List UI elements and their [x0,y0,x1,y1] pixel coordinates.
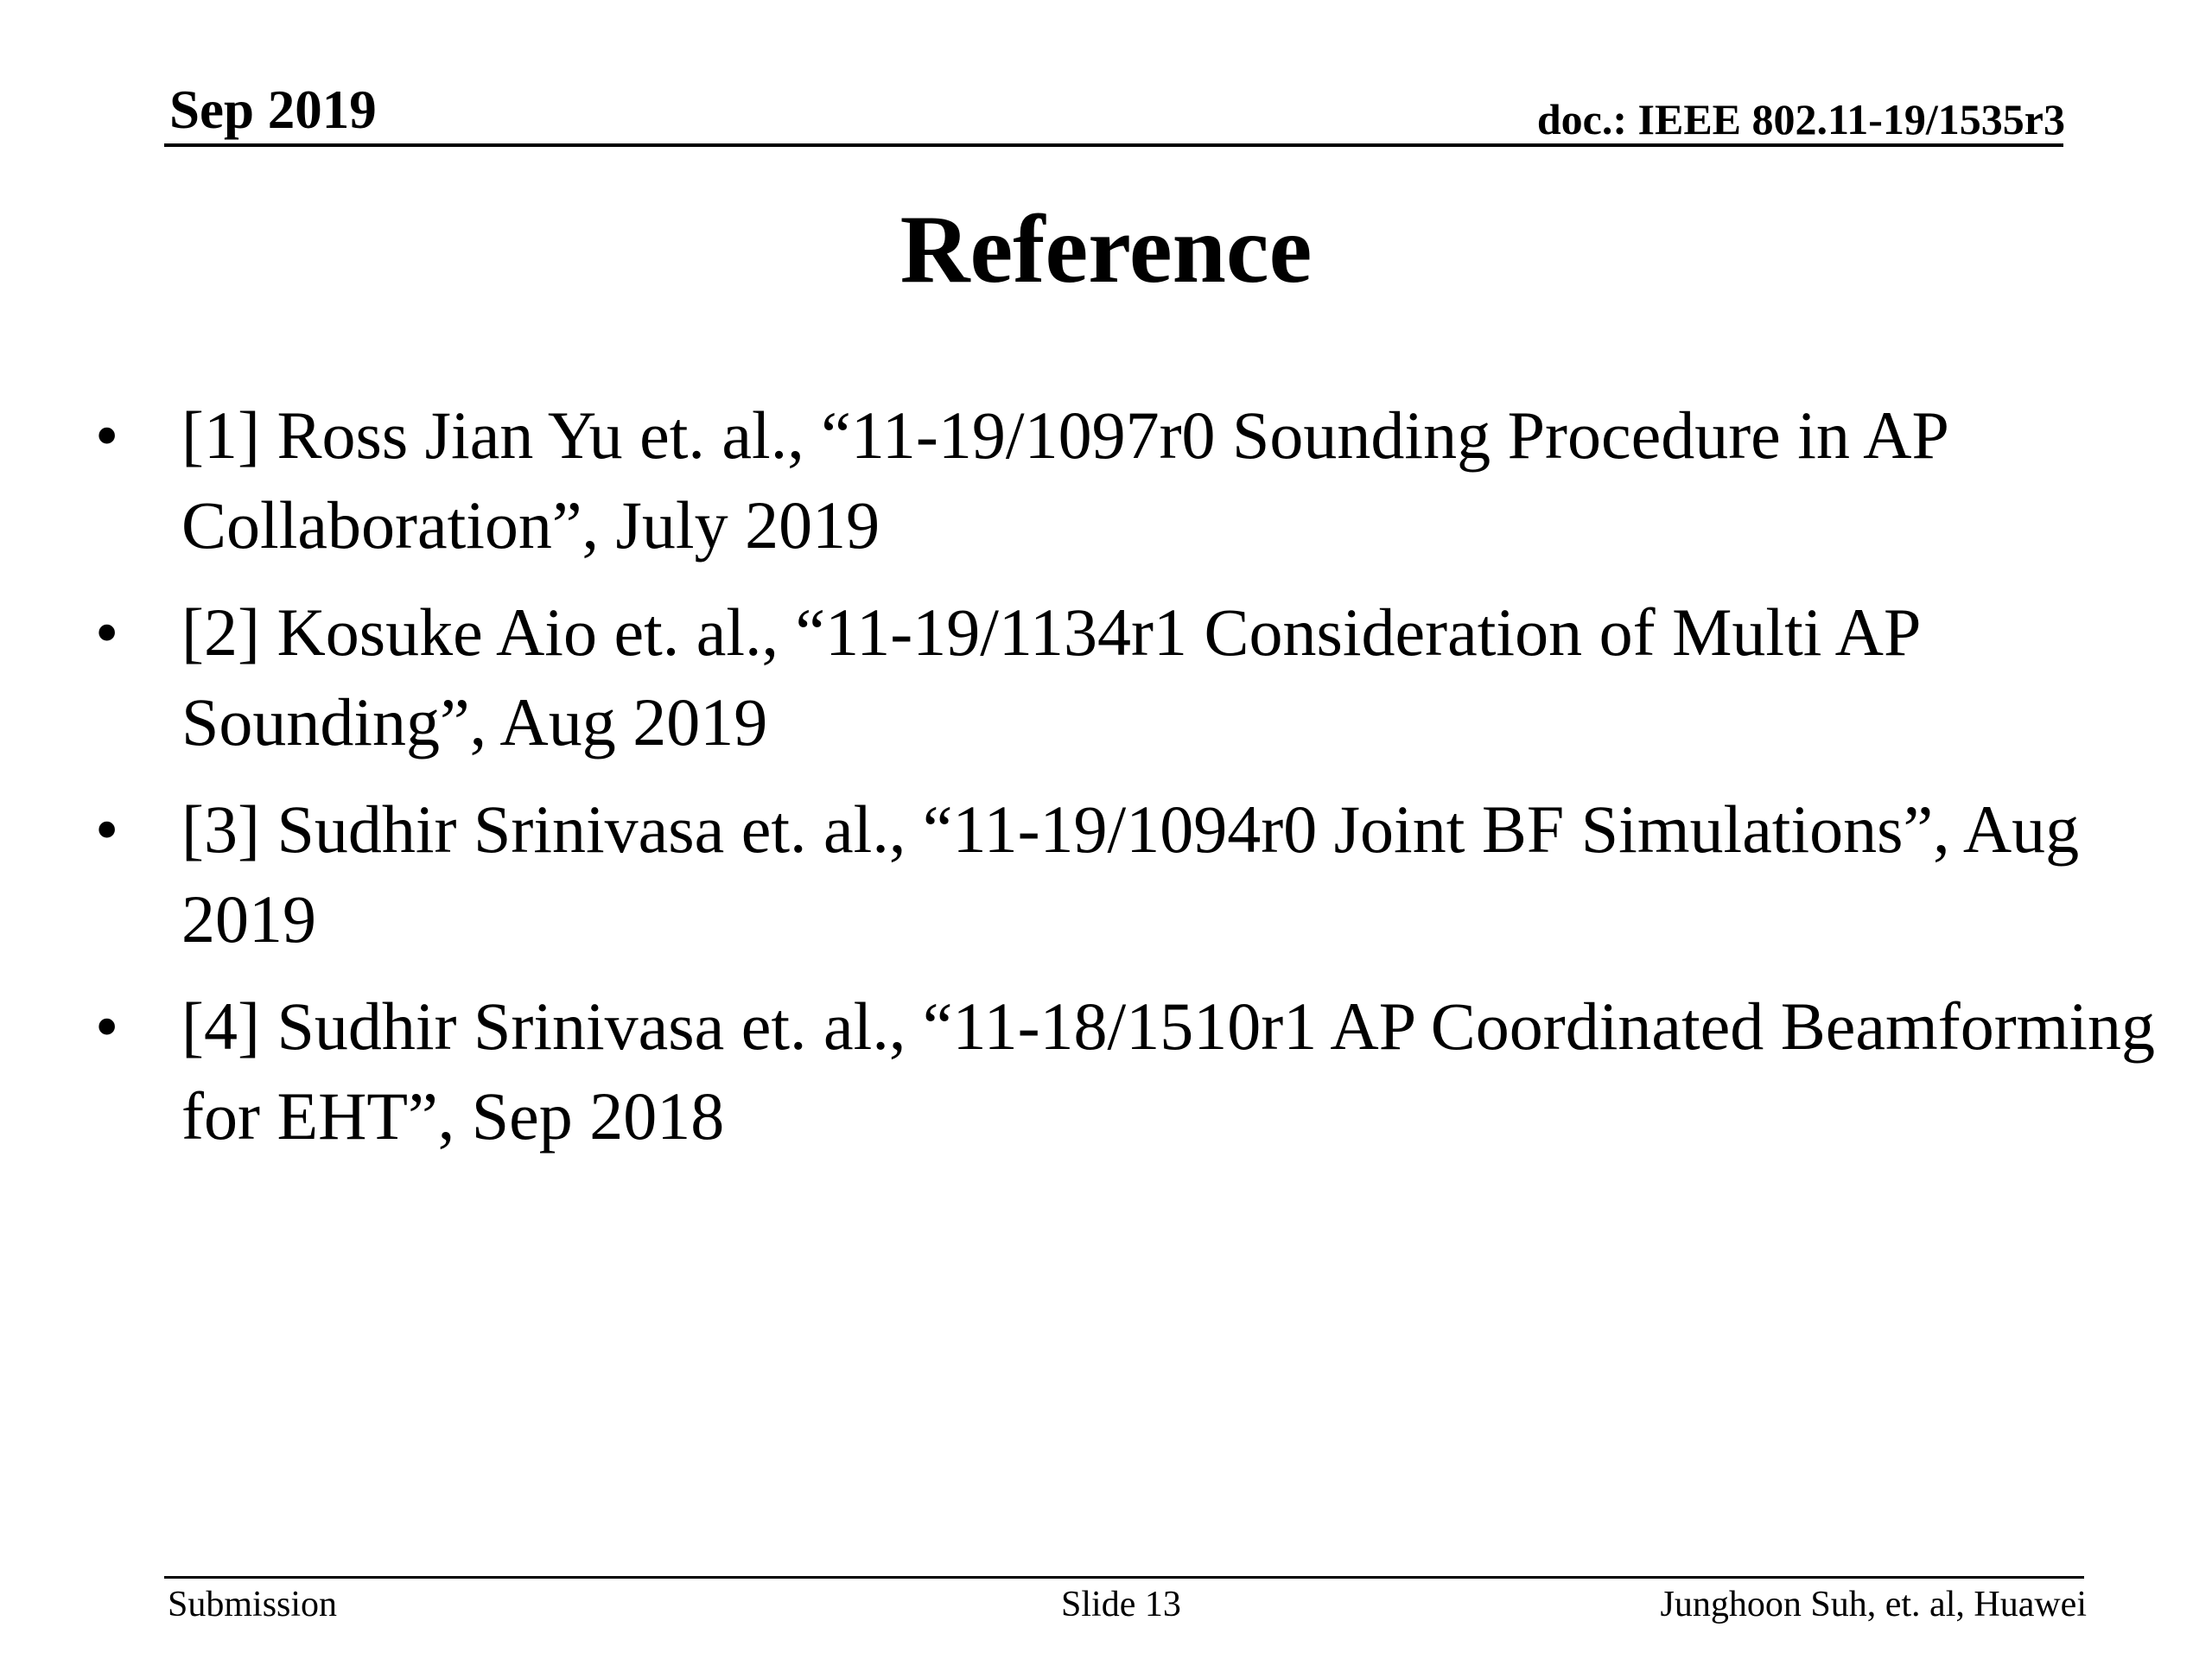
footer-slide-number: Slide 13 [1061,1585,1181,1624]
reference-item-3 [0,785,2169,964]
reference-text: [1] Ross Jian Yu et. al., “11-19/1097r0 Sounding Procedure in AP Collaboration”, July 2019 [181,397,1947,563]
reference-item-1 [0,391,2169,570]
reference-text: [2] Kosuke Aio et. al., “11-19/1134r1 Consideration of Multi AP Sounding”, Aug 2019 [181,594,1919,760]
bullet-icon: • [95,594,119,670]
bullet-icon: • [95,397,119,473]
footer-authors: Junghoon Suh, et. al, Huawei [1660,1585,2087,1624]
reference-item-2 [0,588,2169,767]
bullet-icon: • [95,988,119,1064]
header-doc-id: doc.: IEEE 802.11-19/1535r3 [1536,95,2065,143]
footer-divider [164,1576,2084,1579]
reference-list [0,391,2212,1179]
reference-item-4 [0,982,2169,1161]
reference-text: [4] Sudhir Srinivasa et. al., “11-18/1510r1 AP Coordinated Beamforming for EHT”, Sep 2018 [181,988,2156,1154]
header-date: Sep 2019 [169,79,377,140]
reference-text: [3] Sudhir Srinivasa et. al., “11-19/1094r0 Joint BF Simulations”, Aug 2019 [181,791,2080,957]
footer-submission: Submission [168,1585,338,1624]
header-divider [164,143,2063,147]
slide-title: Reference [899,196,1313,303]
bullet-icon: • [95,791,119,867]
